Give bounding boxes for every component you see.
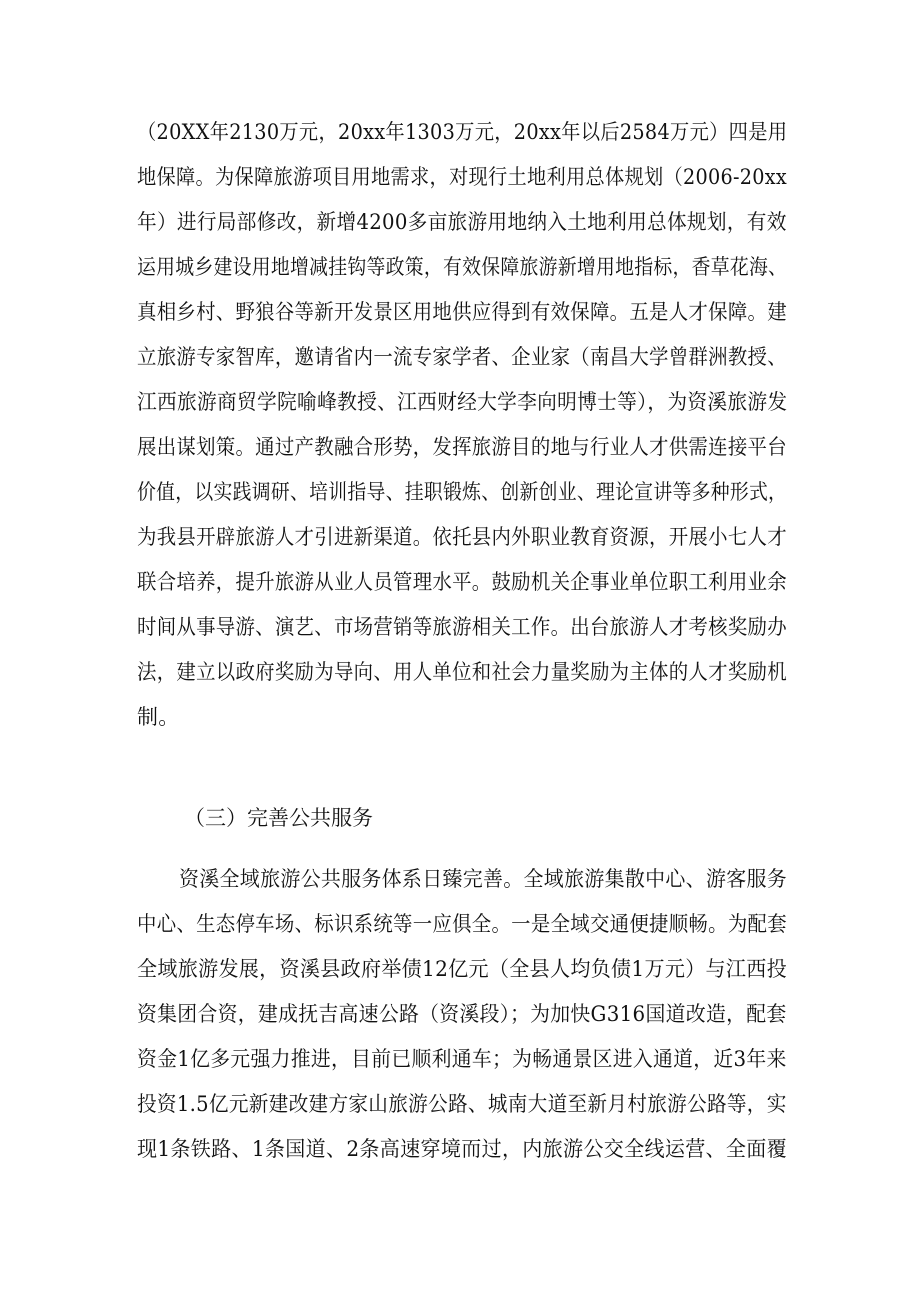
paragraph-2-line-4: 资集团合资，建成抚吉高速公路（资溪段）；为加快G316国道改造，配套 xyxy=(137,1002,787,1026)
paragraph-1-line-8: 展出谋划策。通过产教融合形势，发挥旅游目的地与行业人才供需连接平台 xyxy=(137,435,787,459)
paragraph-1-line-10: 为我县开辟旅游人才引进新渠道。依托县内外职业教育资源，开展小七人才 xyxy=(137,525,787,549)
paragraph-1-line-6: 立旅游专家智库，邀请省内一流专家学者、企业家（南昌大学曾群洲教授、 xyxy=(137,345,787,369)
paragraph-1-line-4: 运用城乡建设用地增减挂钩等政策，有效保障旅游新增用地指标，香草花海、 xyxy=(137,255,788,279)
paragraph-1-line-2: 地保障。为保障旅游项目用地需求，对现行土地利用总体规划（2006-20xx xyxy=(137,165,788,189)
paragraph-1-line-7: 江西旅游商贸学院喻峰教授、江西财经大学李向明博士等），为资溪旅游发 xyxy=(137,390,788,414)
paragraph-2-line-5: 资金1亿多元强力推进，目前已顺利通车；为畅通景区进入通道，近3年来 xyxy=(137,1047,787,1071)
paragraph-1-line-13: 法，建立以政府奖励为导向、用人单位和社会力量奖励为主体的人才奖励机 xyxy=(137,660,787,684)
paragraph-1-line-9: 价值，以实践调研、培训指导、挂职锻炼、创新创业、理论宣讲等多种形式， xyxy=(137,480,788,504)
section-heading: （三）完善公共服务 xyxy=(184,806,373,830)
paragraph-1-line-11: 联合培养，提升旅游从业人员管理水平。鼓励机关企事业单位职工利用业余 xyxy=(137,570,787,594)
paragraph-1-line-3: 年）进行局部修改，新增4200多亩旅游用地纳入土地利用总体规划，有效 xyxy=(137,210,787,234)
paragraph-2-line-6: 投资1.5亿元新建改建方家山旅游公路、城南大道至新月村旅游公路等，实 xyxy=(137,1092,787,1116)
paragraph-2-line-7: 现1条铁路、1条国道、2条高速穿境而过，内旅游公交全线运营、全面覆 xyxy=(137,1137,787,1161)
paragraph-2-line-2: 中心、生态停车场、标识系统等一应俱全。一是全域交通便捷顺畅。为配套 xyxy=(137,912,787,936)
paragraph-1-line-12: 时间从事导游、演艺、市场营销等旅游相关工作。出台旅游人才考核奖励办 xyxy=(137,615,787,639)
paragraph-2-line-1: 资溪全域旅游公共服务体系日臻完善。全域旅游集散中心、游客服务 xyxy=(179,867,788,891)
paragraph-2-line-3: 全域旅游发展，资溪县政府举债12亿元（全县人均负债1万元）与江西投 xyxy=(137,957,787,981)
paragraph-1-line-14: 制。 xyxy=(137,705,180,729)
paragraph-1-line-5: 真相乡村、野狼谷等新开发景区用地供应得到有效保障。五是人才保障。建 xyxy=(137,300,787,324)
paragraph-1-line-1: （20XX年2130万元，20xx年1303万元，20xx年以后2584万元）四是用 xyxy=(137,120,788,144)
